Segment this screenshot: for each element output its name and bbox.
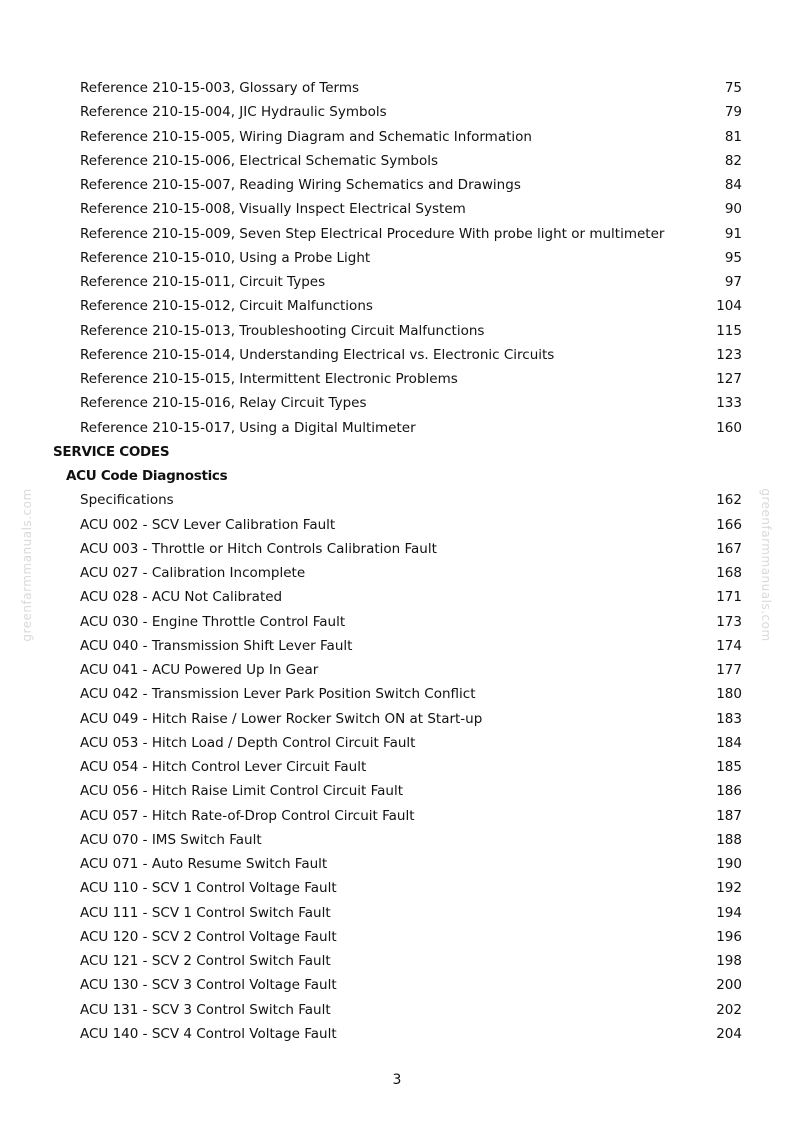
toc-entry-page: 204 bbox=[716, 1025, 742, 1042]
toc-entry-page: 168 bbox=[716, 565, 742, 581]
toc-entry[interactable] bbox=[0, 658, 794, 682]
toc-entry-title: Reference 210-15-013, Troubleshooting Circuit Malfunctions bbox=[80, 322, 485, 339]
toc-entry-title: Reference 210-15-004, JIC Hydraulic Symbols bbox=[80, 104, 387, 121]
toc-entry[interactable] bbox=[0, 707, 794, 731]
toc-entry-title: ACU 130 - SCV 3 Control Voltage Fault bbox=[80, 977, 337, 994]
toc-entry-title: ACU 057 - Hitch Rate-of-Drop Control Circuit Fault bbox=[80, 807, 415, 824]
toc-entry-page: 90 bbox=[724, 201, 742, 218]
toc-entry-title: ACU 071 - Auto Resume Switch Fault bbox=[80, 856, 328, 872]
toc-entry[interactable] bbox=[0, 1022, 794, 1046]
toc-entry-title: Reference 210-15-007, Reading Wiring Schematics and Drawings bbox=[80, 177, 521, 193]
toc-entry-page: 133 bbox=[716, 395, 742, 412]
toc-entry-title: ACU 111 - SCV 1 Control Switch Fault bbox=[80, 904, 331, 921]
toc-entry-title: ACU 070 - IMS Switch Fault bbox=[80, 831, 262, 848]
toc-entry[interactable] bbox=[0, 391, 794, 415]
toc-entry-page: 75 bbox=[724, 80, 742, 96]
watermark-left: greenfarmmanuals.com bbox=[20, 488, 34, 642]
toc-entry-page: 190 bbox=[716, 856, 742, 872]
toc-entry-title: ACU 030 - Engine Throttle Control Fault bbox=[80, 613, 346, 630]
toc-entry[interactable] bbox=[0, 416, 794, 440]
toc-entry-page: 115 bbox=[716, 322, 742, 339]
toc-entry-page: 104 bbox=[716, 298, 742, 315]
toc-entry-title: Reference 210-15-005, Wiring Diagram and Schematic Information bbox=[80, 128, 532, 145]
toc-entry-page: 162 bbox=[716, 492, 742, 509]
toc-entry-page: 202 bbox=[716, 1001, 742, 1018]
toc-entry[interactable] bbox=[0, 610, 794, 634]
toc-entry-title: Reference 210-15-014, Understanding Electrical vs. Electronic Circuits bbox=[80, 346, 555, 363]
toc-entry-title: ACU 002 - SCV Lever Calibration Fault bbox=[80, 516, 336, 533]
toc-entry-page: 82 bbox=[724, 152, 742, 169]
toc-entry-page: 79 bbox=[724, 104, 742, 121]
toc-entry-page: 184 bbox=[716, 734, 742, 751]
toc-entry-title: Specifications bbox=[80, 492, 174, 509]
toc-entry[interactable] bbox=[0, 828, 794, 852]
toc-entry-page: 187 bbox=[716, 807, 742, 824]
toc-entry-page: 192 bbox=[716, 880, 742, 897]
toc-entry[interactable] bbox=[0, 537, 794, 561]
toc-entry-title: Reference 210-15-008, Visually Inspect Electrical System bbox=[80, 201, 466, 218]
table-of-contents bbox=[0, 76, 794, 1046]
toc-entry[interactable] bbox=[0, 925, 794, 949]
toc-entry-page: 171 bbox=[716, 589, 742, 606]
toc-entry[interactable] bbox=[0, 682, 794, 706]
toc-entry[interactable] bbox=[0, 222, 794, 246]
toc-entry-page: 183 bbox=[716, 710, 742, 727]
toc-entry[interactable] bbox=[0, 149, 794, 173]
toc-entry-title: ACU 121 - SCV 2 Control Switch Fault bbox=[80, 953, 331, 969]
toc-entry[interactable] bbox=[0, 513, 794, 537]
toc-entry-title: ACU 028 - ACU Not Calibrated bbox=[80, 589, 283, 606]
toc-entry[interactable] bbox=[0, 901, 794, 925]
toc-entry[interactable] bbox=[0, 634, 794, 658]
toc-entry-title: Reference 210-15-012, Circuit Malfunctions bbox=[80, 298, 373, 315]
page-number: 3 bbox=[392, 1072, 402, 1088]
toc-entry-page: 81 bbox=[724, 128, 742, 145]
toc-entry-page: 166 bbox=[716, 516, 742, 533]
toc-entry[interactable] bbox=[0, 367, 794, 391]
toc-entry[interactable] bbox=[0, 998, 794, 1022]
toc-entry[interactable] bbox=[0, 246, 794, 270]
toc-entry-page: 127 bbox=[716, 371, 742, 387]
toc-entry[interactable] bbox=[0, 876, 794, 900]
toc-entry-page: 186 bbox=[716, 783, 742, 800]
toc-entry-page: 160 bbox=[716, 419, 742, 436]
toc-entry-title: ACU 110 - SCV 1 Control Voltage Fault bbox=[80, 880, 337, 897]
toc-entry-title: ACU 042 - Transmission Lever Park Position Switch Conflict bbox=[80, 686, 476, 703]
toc-entry-title: Reference 210-15-010, Using a Probe Light bbox=[80, 249, 371, 266]
toc-entry-title: Reference 210-15-009, Seven Step Electrical Procedure With probe light or multimeter bbox=[80, 225, 665, 242]
toc-entry-title: ACU 140 - SCV 4 Control Voltage Fault bbox=[80, 1025, 337, 1042]
toc-entry-title: ACU 027 - Calibration Incomplete bbox=[80, 565, 306, 581]
toc-entry-page: 84 bbox=[724, 177, 742, 193]
toc-entry[interactable] bbox=[0, 319, 794, 343]
toc-entry-title: Reference 210-15-017, Using a Digital Multimeter bbox=[80, 419, 416, 436]
toc-entry[interactable] bbox=[0, 973, 794, 997]
toc-entry-page: 188 bbox=[716, 831, 742, 848]
toc-entry-page: 198 bbox=[716, 953, 742, 969]
toc-entry[interactable] bbox=[0, 294, 794, 318]
toc-entry-page: 180 bbox=[716, 686, 742, 703]
toc-entry-title: ACU 131 - SCV 3 Control Switch Fault bbox=[80, 1001, 331, 1018]
toc-section-heading bbox=[0, 440, 794, 464]
toc-entry-title: ACU 003 - Throttle or Hitch Controls Calibration Fault bbox=[80, 540, 437, 557]
toc-entry-page: 123 bbox=[716, 346, 742, 363]
toc-entry-page: 194 bbox=[716, 904, 742, 921]
toc-entry[interactable] bbox=[0, 852, 794, 876]
toc-entry-title: ACU 053 - Hitch Load / Depth Control Circuit Fault bbox=[80, 734, 416, 751]
toc-entry[interactable] bbox=[0, 270, 794, 294]
toc-entry[interactable] bbox=[0, 561, 794, 585]
toc-entry[interactable] bbox=[0, 76, 794, 100]
toc-entry-title: Reference 210-15-015, Intermittent Electronic Problems bbox=[80, 371, 458, 387]
toc-entry[interactable] bbox=[0, 755, 794, 779]
toc-entry-title: ACU 120 - SCV 2 Control Voltage Fault bbox=[80, 928, 337, 945]
toc-entry[interactable] bbox=[0, 731, 794, 755]
toc-entry-page: 95 bbox=[724, 249, 742, 266]
toc-entry-page: 97 bbox=[724, 274, 742, 290]
toc-entry[interactable] bbox=[0, 488, 794, 512]
toc-entry-page: 177 bbox=[716, 662, 742, 678]
toc-entry-title: SERVICE CODES bbox=[53, 443, 170, 460]
toc-entry-title: ACU Code Diagnostics bbox=[66, 468, 228, 484]
toc-entry[interactable] bbox=[0, 197, 794, 221]
toc-entry-title: ACU 041 - ACU Powered Up In Gear bbox=[80, 662, 319, 678]
toc-entry-page: 167 bbox=[716, 540, 742, 557]
toc-entry[interactable] bbox=[0, 125, 794, 149]
toc-entry-page: 185 bbox=[716, 759, 742, 775]
toc-entry-title: Reference 210-15-016, Relay Circuit Types bbox=[80, 395, 367, 412]
toc-entry-page: 173 bbox=[716, 613, 742, 630]
toc-entry-title: Reference 210-15-003, Glossary of Terms bbox=[80, 80, 360, 96]
toc-entry[interactable] bbox=[0, 949, 794, 973]
toc-entry[interactable] bbox=[0, 343, 794, 367]
toc-entry[interactable] bbox=[0, 100, 794, 124]
toc-entry-title: Reference 210-15-006, Electrical Schematic Symbols bbox=[80, 152, 439, 169]
toc-entry[interactable] bbox=[0, 804, 794, 828]
toc-entry-page: 91 bbox=[724, 225, 742, 242]
toc-entry-title: ACU 054 - Hitch Control Lever Circuit Fault bbox=[80, 759, 367, 775]
toc-entry-title: Reference 210-15-011, Circuit Types bbox=[80, 274, 326, 290]
toc-entry[interactable] bbox=[0, 173, 794, 197]
toc-entry-title: ACU 056 - Hitch Raise Limit Control Circuit Fault bbox=[80, 783, 404, 800]
toc-entry-page: 174 bbox=[716, 637, 742, 654]
toc-entry-page: 200 bbox=[716, 977, 742, 994]
toc-entry-page: 196 bbox=[716, 928, 742, 945]
toc-subsection-heading bbox=[0, 464, 794, 488]
toc-entry-title: ACU 049 - Hitch Raise / Lower Rocker Switch ON at Start-up bbox=[80, 710, 483, 727]
toc-entry[interactable] bbox=[0, 779, 794, 803]
toc-entry-title: ACU 040 - Transmission Shift Lever Fault bbox=[80, 637, 353, 654]
toc-entry[interactable] bbox=[0, 585, 794, 609]
watermark-right: greenfarmmanuals.com bbox=[759, 488, 773, 642]
